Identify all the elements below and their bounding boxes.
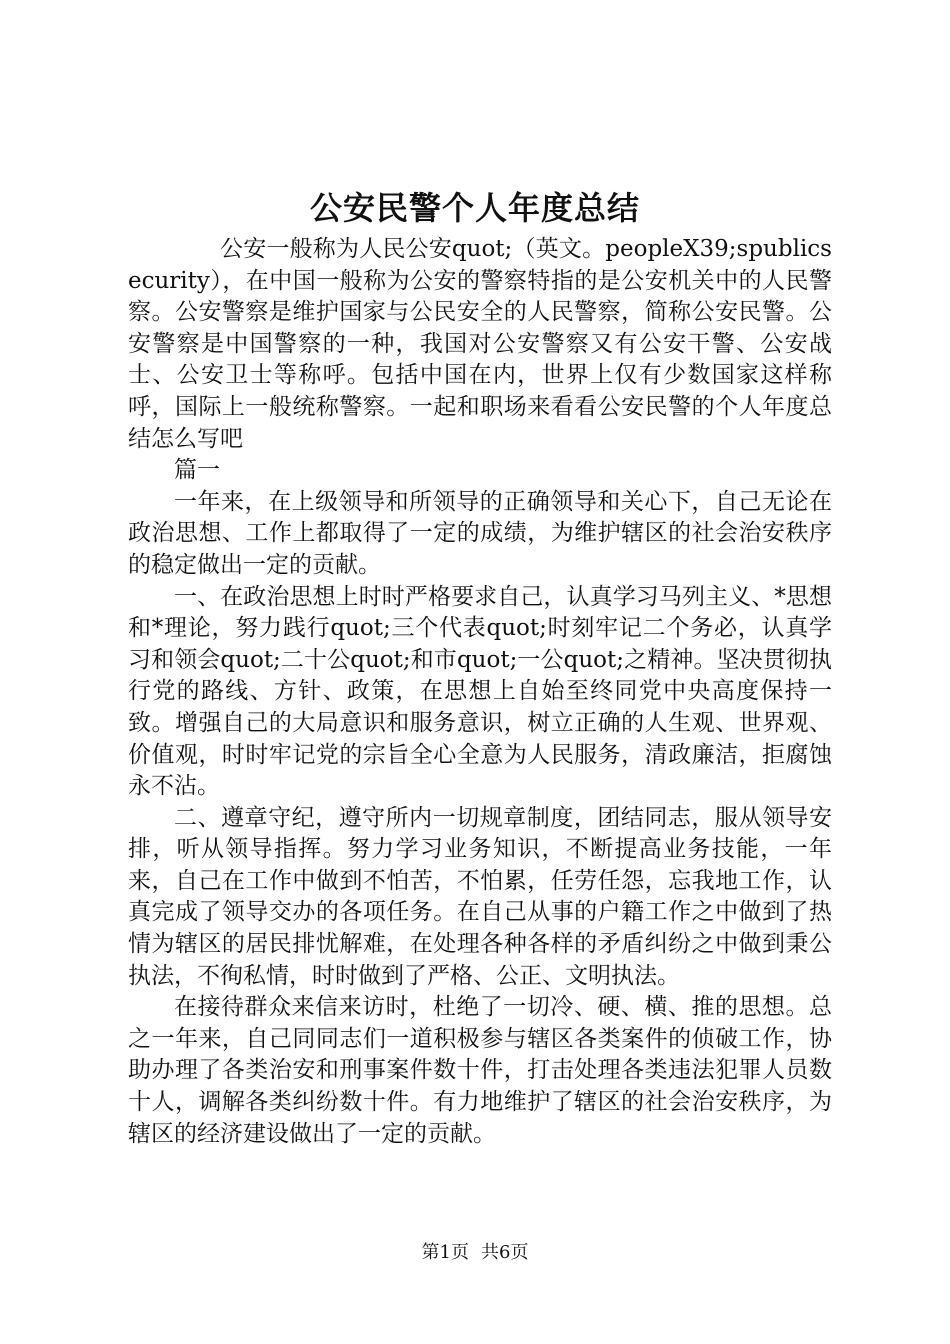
paragraph-discipline: 二、遵章守纪，遵守所内一切规章制度，团结同志，服从领导安排，听从领导指挥。努力学习业务知识，不断提高业务技能，一年来，自己在工作中做到不怕苦，不怕累，任劳任怨，忘我地工作，认真完成了领导交办的各项任务。在自己从事的户籍工作之中做到了热情为辖区的居民排忧解难，在处理各种各样的矛盾纠纷之中做到秉公执法，不徇私情，时时做到了严格、公正、文明执法。 <box>128 804 832 989</box>
paragraph-summary: 一年来，在上级领导和所领导的正确领导和关心下，自己无论在政治思想、工作上都取得了一定的成绩，为维护辖区的社会治安秩序的稳定做出一定的贡献。 <box>128 488 832 578</box>
intro-paragraph: 公安一般称为人民公安quot;（英文。peopleX39;spublicsecurity），在中国一般称为公安的警察特指的是公安机关中的人民警察。公安警察是维护国家与公民安全的人民警察，简称公安民警。公安警察是中国警察的一种，我国对公安警察又有公安干警、公安战士、公安卫士等称呼。包括中国在内，世界上仅有少数国家这样称呼，国际上一般统称警察。一起和职场来看看公安民警的个人年度总结怎么写吧 <box>128 236 832 452</box>
section-heading: 篇一 <box>174 457 220 484</box>
page-number: 第1页 <box>421 1242 469 1263</box>
page-footer <box>0 1241 950 1265</box>
document-body <box>128 234 832 1150</box>
paragraph-political-thought: 一、在政治思想上时时严格要求自己，认真学习马列主义、*思想和*理论，努力践行quot;三个代表quot;时刻牢记二个务必，认真学习和领会quot;二十公quot;和市quot;一公quot;之精神。坚决贯彻执行党的路线、方针、政策，在思想上自始至终同党中央高度保持一致。增强自己的大局意识和服务意识，树立正确的人生观、世界观、价值观，时时牢记党的宗旨全心全意为人民服务，清政廉洁，拒腐蚀永不沾。 <box>128 583 832 800</box>
paragraph-visits: 在接待群众来信来访时，杜绝了一切冷、硬、横、推的思想。总之一年来，自己同同志们一道积极参与辖区各类案件的侦破工作，协助办理了各类治安和刑事案件数十件，打击处理各类违法犯罪人员数十人，调解各类纠纷数十件。有力地维护了辖区的社会治安秩序，为辖区的经济建设做出了一定的贡献。 <box>128 994 832 1147</box>
document-title: 公安民警个人年度总结 <box>309 189 640 227</box>
page-total: 共6页 <box>481 1242 529 1263</box>
